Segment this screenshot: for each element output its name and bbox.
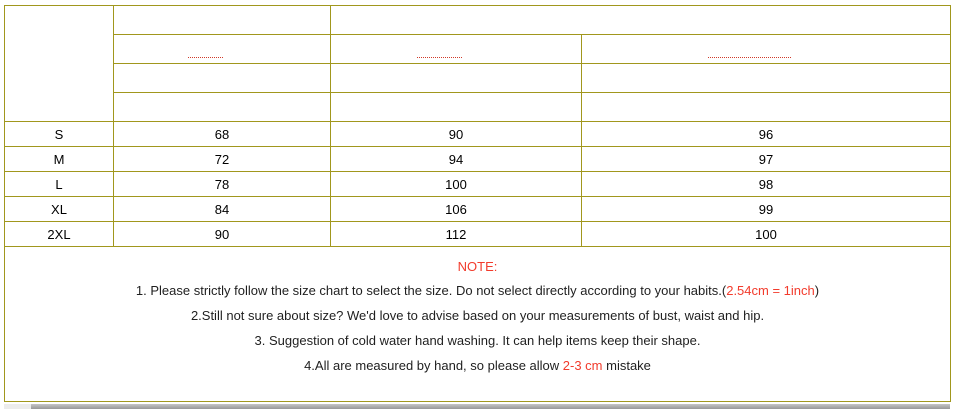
size-cell: 2XL <box>5 222 114 247</box>
note-section <box>5 247 951 402</box>
next-section-edge-left <box>4 404 31 409</box>
size-row-2xl <box>5 222 951 247</box>
length-header-en: Length (cm) <box>582 93 951 122</box>
next-section-edge <box>4 404 950 409</box>
note-line-4 <box>15 358 940 374</box>
waist-value-cell: 106 <box>331 197 582 222</box>
waist-unit-pt: (CM) <box>462 41 495 57</box>
waist-value-cell: 100 <box>331 172 582 197</box>
note-row <box>5 247 951 402</box>
note-line-1 <box>15 283 940 299</box>
bust-unit-pt: (cm) <box>224 41 256 57</box>
group-header-bottom: Bottom <box>331 6 951 35</box>
length-value-cell: 98 <box>582 172 951 197</box>
size-row-l <box>5 172 951 197</box>
waist-value-cell: 94 <box>331 147 582 172</box>
size-column-header: Size <box>5 6 114 122</box>
next-section-edge-bar <box>31 404 950 409</box>
group-header-top: TOP <box>114 6 331 35</box>
note-line-2-text: 2.Still not sure about size? We'd love to advise based on your measurements of bust, waist and hip. <box>190 308 765 323</box>
bust-value-cell: 90 <box>114 222 331 247</box>
header-row-portuguese <box>5 35 951 64</box>
waist-header-pt <box>331 35 582 64</box>
bust-value-cell: 68 <box>114 122 331 147</box>
size-cell: XL <box>5 197 114 222</box>
bust-value-cell: 84 <box>114 197 331 222</box>
bust-value-cell: 78 <box>114 172 331 197</box>
note-line-3-text: 3. Suggestion of cold water hand washing. It can help items keep their shape. <box>254 333 701 348</box>
size-row-xl <box>5 197 951 222</box>
bust-value-cell: 72 <box>114 147 331 172</box>
note-line-3 <box>15 333 940 349</box>
note-line-1-suffix: ) <box>814 283 820 298</box>
length-value-cell: 100 <box>582 222 951 247</box>
length-word-pt: Comprimento <box>708 41 793 57</box>
size-chart-table <box>4 5 951 402</box>
size-cell: S <box>5 122 114 147</box>
note-line-1-text: 1. Please strictly follow the size chart to select the size. Do not select directly according to your habits.( <box>135 283 727 298</box>
note-heading: NOTE: <box>457 259 498 274</box>
size-cell: L <box>5 172 114 197</box>
size-row-s <box>5 122 951 147</box>
header-group-row <box>5 6 951 35</box>
bust-header-pt <box>114 35 331 64</box>
note-line-1-highlight: 2.54cm = 1inch <box>726 283 815 298</box>
waist-word-pt: Cintura <box>417 41 463 57</box>
waist-value-cell: 90 <box>331 122 582 147</box>
length-header-ru: Длина (см) <box>582 64 951 93</box>
length-value-cell: 96 <box>582 122 951 147</box>
size-row-m <box>5 147 951 172</box>
note-line-2 <box>15 308 940 324</box>
length-value-cell: 97 <box>582 147 951 172</box>
length-header-pt <box>582 35 951 64</box>
size-cell: M <box>5 147 114 172</box>
waist-value-cell: 112 <box>331 222 582 247</box>
waist-header-en: Waist(cm) <box>331 93 582 122</box>
note-line-4-suffix: mistake <box>602 358 651 373</box>
note-line-4-text: 4.All are measured by hand, so please allow <box>304 358 563 373</box>
note-line-4-highlight: 2-3 cm <box>562 358 603 373</box>
bust-header-ru: Бюст (см) <box>114 64 331 93</box>
header-row-russian <box>5 64 951 93</box>
header-row-english <box>5 93 951 122</box>
bust-header-en: Bust (cm) <box>114 93 331 122</box>
length-value-cell: 99 <box>582 197 951 222</box>
waist-header-ru: Талия (см) <box>331 64 582 93</box>
length-unit-pt: (cm) <box>792 41 824 57</box>
bust-word-pt: Busto <box>188 41 225 57</box>
